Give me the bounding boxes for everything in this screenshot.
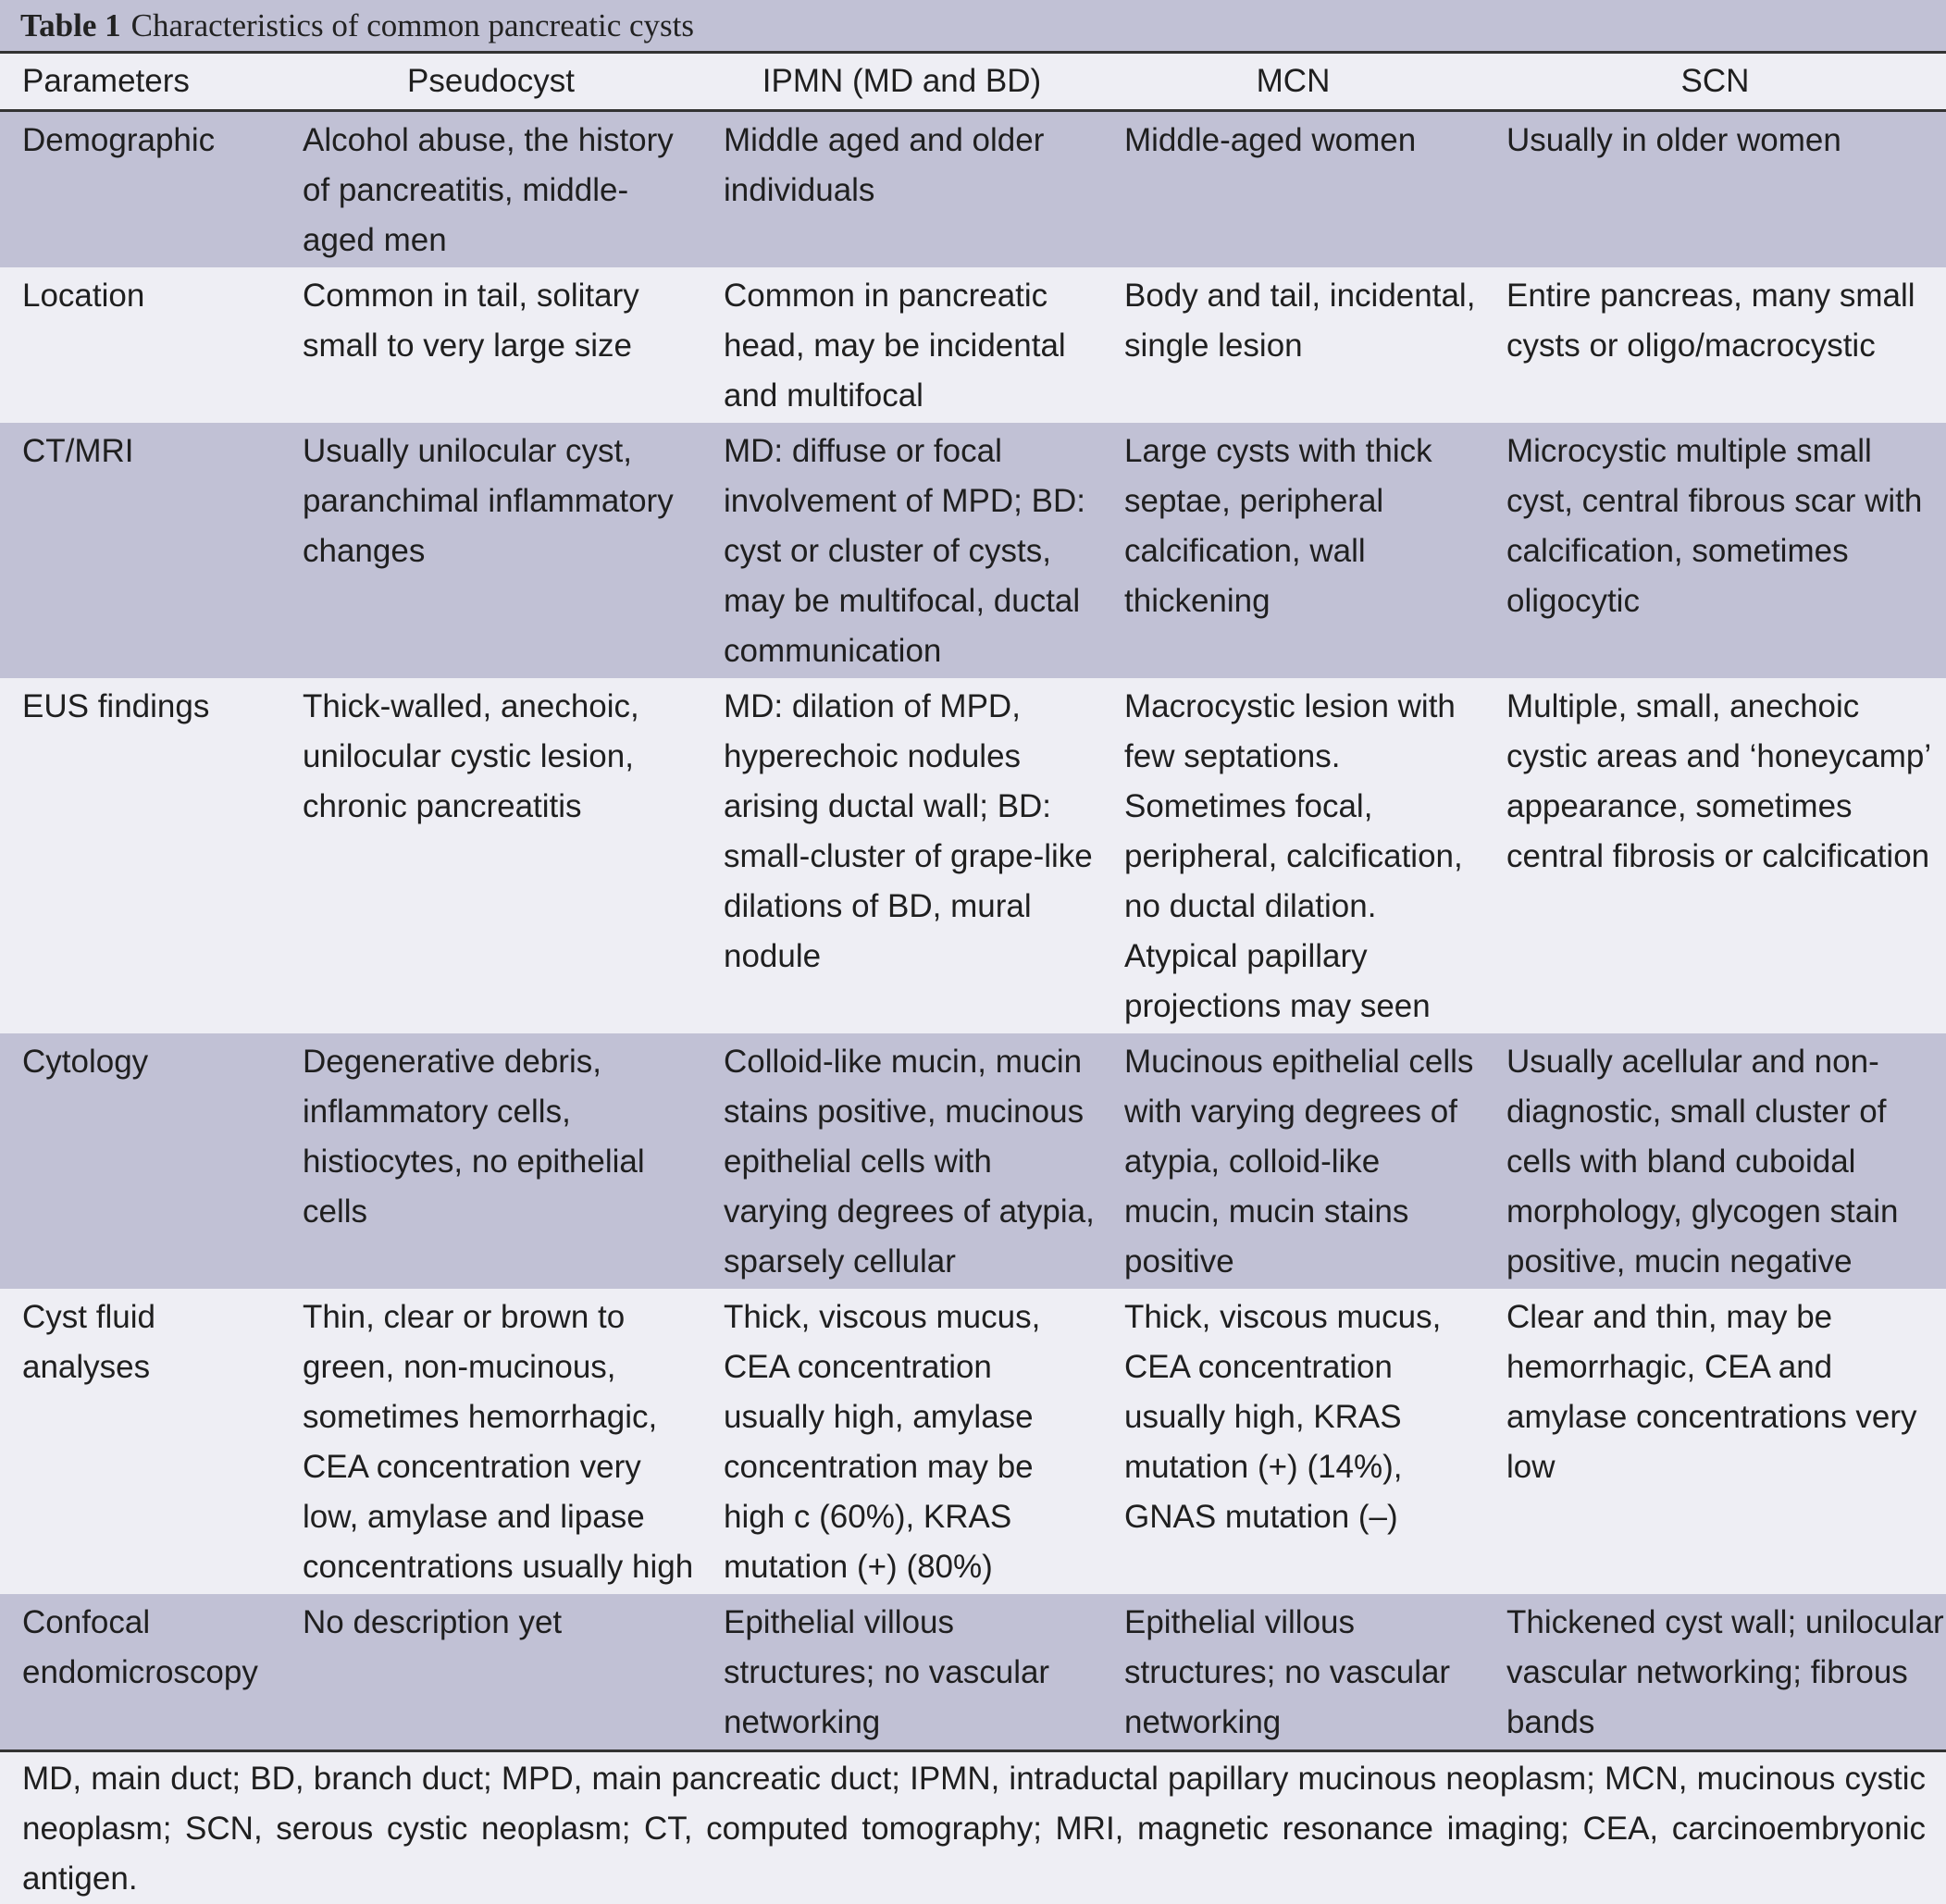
table-caption: [0, 0, 1946, 54]
row-label: Demographic: [0, 111, 280, 268]
table-row: [0, 1289, 1946, 1594]
table-label: Table 1: [20, 6, 121, 43]
table-cell: Multiple, small, anechoic cystic areas and ‘honeycamp’ appearance, sometimes central fibrosis or calcification: [1484, 678, 1946, 1033]
table-cell: Body and tail, incidental, single lesion: [1102, 267, 1484, 423]
table-cell: Colloid-like mucin, mucin stains positive, mucinous epithelial cells with varying degrees of atypia, sparsely cellular: [701, 1033, 1102, 1289]
table-row: [0, 111, 1946, 268]
header-parameters: Parameters: [0, 54, 280, 111]
table-cell: Mucinous epithelial cells with varying degrees of atypia, colloid-like mucin, mucin stains positive: [1102, 1033, 1484, 1289]
table-cell: Thick, viscous mucus, CEA concentration usually high, amylase concentration may be high c (60%), KRAS mutation (+) (80%): [701, 1289, 1102, 1594]
table-cell: MD: diffuse or focal involvement of MPD; BD: cyst or cluster of cysts, may be multifocal, ductal communication: [701, 423, 1102, 678]
table-cell: Clear and thin, may be hemorrhagic, CEA and amylase concentrations very low: [1484, 1289, 1946, 1594]
row-label: CT/MRI: [0, 423, 280, 678]
table-cell: Usually unilocular cyst, paranchimal inflammatory changes: [280, 423, 701, 678]
table-cell: Epithelial villous structures; no vascular networking: [1102, 1594, 1484, 1751]
table-cell: Thick, viscous mucus, CEA concentration usually high, KRAS mutation (+) (14%), GNAS mutation (–): [1102, 1289, 1484, 1594]
table-cell: No description yet: [280, 1594, 701, 1751]
cyst-characteristics-table: [0, 54, 1946, 1752]
table-cell: Epithelial villous structures; no vascular networking: [701, 1594, 1102, 1751]
table-footnote: MD, main duct; BD, branch duct; MPD, main pancreatic duct; IPMN, intraductal papillary mucinous neoplasm; MCN, mucinous cystic neoplasm; SCN, serous cystic neoplasm; CT, computed tomography; MRI, magnetic resonance imaging; CEA, carcinoembryonic antigen.: [0, 1752, 1946, 1904]
table-row: [0, 1033, 1946, 1289]
table-cell: Middle-aged women: [1102, 111, 1484, 268]
header-row: [0, 54, 1946, 111]
table-cell: MD: dilation of MPD, hyperechoic nodules arising ductal wall; BD: small-cluster of grape-like dilations of BD, mural nodule: [701, 678, 1102, 1033]
table-cell: Entire pancreas, many small cysts or oligo/macrocystic: [1484, 267, 1946, 423]
table-cell: Thickened cyst wall; unilocular vascular networking; fibrous bands: [1484, 1594, 1946, 1751]
table-cell: Common in tail, solitary small to very large size: [280, 267, 701, 423]
table-cell: Thin, clear or brown to green, non-mucinous, sometimes hemorrhagic, CEA concentration very low, amylase and lipase concentrations usually high: [280, 1289, 701, 1594]
table-cell: Alcohol abuse, the history of pancreatitis, middle-aged men: [280, 111, 701, 268]
table-cell: Macrocystic lesion with few septations. Sometimes focal, peripheral, calcification, no ductal dilation. Atypical papillary projections may seen: [1102, 678, 1484, 1033]
table-row: [0, 1594, 1946, 1751]
row-label: Confocal endomicroscopy: [0, 1594, 280, 1751]
table-cell: Common in pancreatic head, may be incidental and multifocal: [701, 267, 1102, 423]
table-cell: Middle aged and older individuals: [701, 111, 1102, 268]
table-cell: Degenerative debris, inflammatory cells, histiocytes, no epithelial cells: [280, 1033, 701, 1289]
row-label: Cytology: [0, 1033, 280, 1289]
table-row: [0, 423, 1946, 678]
table-cell: Usually in older women: [1484, 111, 1946, 268]
header-ipmn: IPMN (MD and BD): [701, 54, 1102, 111]
table-cell: Microcystic multiple small cyst, central fibrous scar with calcification, sometimes oligocytic: [1484, 423, 1946, 678]
row-label: Cyst fluid analyses: [0, 1289, 280, 1594]
table-cell: Usually acellular and non-diagnostic, small cluster of cells with bland cuboidal morphology, glycogen stain positive, mucin negative: [1484, 1033, 1946, 1289]
header-mcn: MCN: [1102, 54, 1484, 111]
table-title: Characteristics of common pancreatic cysts: [130, 6, 694, 43]
row-label: EUS findings: [0, 678, 280, 1033]
table-row: [0, 678, 1946, 1033]
header-scn: SCN: [1484, 54, 1946, 111]
table-cell: Large cysts with thick septae, peripheral calcification, wall thickening: [1102, 423, 1484, 678]
table-row: [0, 267, 1946, 423]
table-cell: Thick-walled, anechoic, unilocular cystic lesion, chronic pancreatitis: [280, 678, 701, 1033]
header-pseudocyst: Pseudocyst: [280, 54, 701, 111]
row-label: Location: [0, 267, 280, 423]
